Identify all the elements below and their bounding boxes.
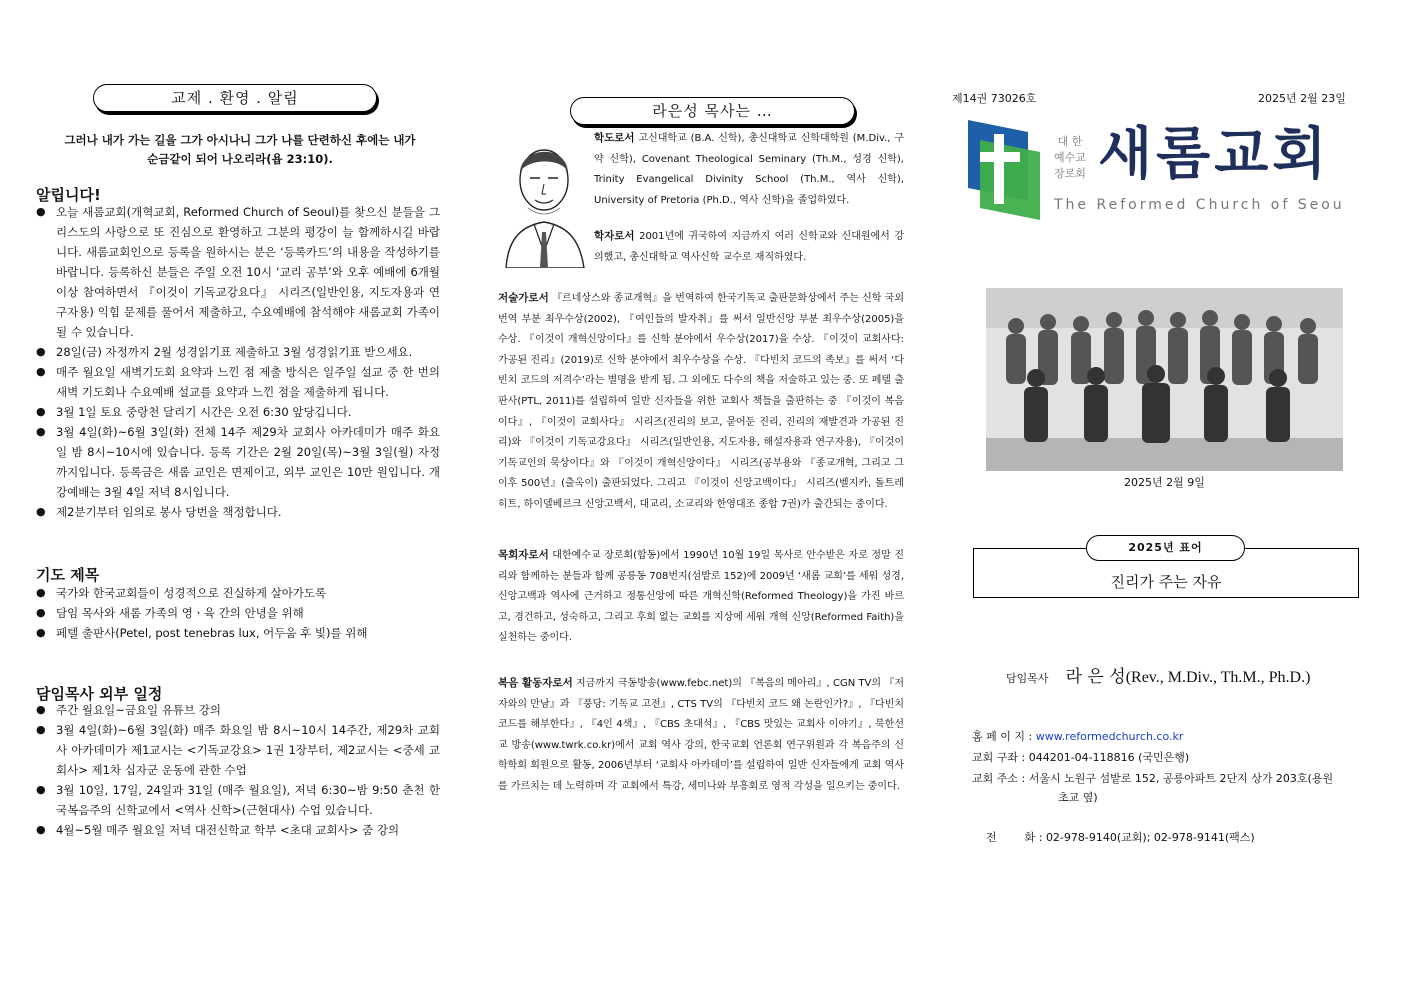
issue-date: 2025년 2월 23일 <box>1258 92 1346 105</box>
photo-caption: 2025년 2월 9일 <box>1124 476 1205 489</box>
account-value: 044201-04-118816 (국민은행) <box>1028 751 1190 764</box>
list-item: ● 3월 4일(화)~6월 3일(화) 매주 화요일 밤 8시~10시 14주간, 제29차 교회사 아카데미가 제1교시는 <기독교강요> 1권 1장부터, 제2교시는 <중세 교회사> 제1차 십자군 운동에 관한 수업 <box>36 720 440 780</box>
volume-number: 제14권 73026호 <box>952 92 1037 105</box>
schedule-list <box>36 700 440 840</box>
bio-text: 지금까지 극동방송(www.febc.net)의 『복음의 메아리』, CGN TV의 『저자와의 만남』과 『풍당: 기독교 고전』, CTS TV의 『다빈치 코드 왜 논란인가?』, 『다빈치 코드를 해부한다』, 『4인 4색』, 『CBS 초대석』, 『CBS 맛있는 교회사 이야기』, 북한선교 방송(www.twrk.co.kr)에서 교회 역사 강의, 한국교회 언론회 연구위원과 각 복음주의 신학학회 회원으로 활동, 2006년부터 ‘교회사 아카데미’를 설립하여 일반 신자들에게 교회 역사를 가르치는 데 노력하며 각 교회에서 특강, 세미나와 부흥회로 영적 각성을 일으키는 중이다. <box>498 678 905 792</box>
homepage-label: 홈 페 이 지 : <box>972 730 1036 743</box>
list-item: ● 4월~5월 매주 월요일 저녁 대전신학교 학부 <초대 교회사> 줌 강의 <box>36 820 440 840</box>
pastor-role: 담임목사 <box>1006 672 1049 685</box>
homepage-link[interactable]: www.reformedchurch.co.kr <box>1035 730 1184 743</box>
bio-label: 학자로서 <box>594 230 635 242</box>
bio-scholar <box>594 128 904 211</box>
motto-text: 진리가 주는 자유 <box>1110 573 1222 591</box>
middle-header-pill <box>570 97 855 125</box>
list-item: ● 28일(금) 자정까지 2월 성경읽기표 제출하고 3월 성경읽기표 받으세요. <box>36 342 440 362</box>
middle-header-title: 라은성 목사는 … <box>652 102 773 120</box>
cross-logo-icon <box>968 120 1040 220</box>
list-item: ● 페텔 출판사(Petel, post tenebras lux, 어두움 후 빛)를 위해 <box>36 623 440 643</box>
bio-label: 학도로서 <box>594 132 635 144</box>
left-header-pill <box>93 84 377 112</box>
church-name: 새롬교회 <box>1098 122 1331 187</box>
pastor-name: 라 은 성 <box>1065 667 1126 687</box>
list-item: ● 3월 1일 토요 중랑천 달리기 시간은 오전 6:30 앞당깁니다. <box>36 402 440 422</box>
list-item: ● 오늘 새롬교회(개혁교회, Reformed Church of Seoul)를 찾으신 분들을 그리스도의 사랑으로 또 진심으로 환영하고 그분의 평강이 늘 함께하시길 바랍니다. 새롬교회인으로 등록을 원하시는 분은 ‘등록카드’의 내용을 작성하기를 바랍니다. 등록하신 분들은 주일 오전 10시 ‘교리 공부’와 오후 예배에 6개월 이상 참여하면서 『이것이 기독교강요다』 시리즈(일반인용, 지도자용과 연구자용) 익힘 문제를 풀어서 제출하고, 수요예배에 참석해야 새롬교회 가족이 될 수 있습니다. <box>36 202 440 342</box>
bio-label: 목회자로서 <box>498 549 549 561</box>
congregation-photo <box>986 288 1343 471</box>
address-row-cont: 초교 옆) <box>1058 791 1098 804</box>
bio-text: 2001년에 귀국하여 지금까지 여러 신학교와 신대원에서 강의했고, 총신대학교 역사신학 교수로 재직하였다. <box>594 231 904 263</box>
church-name-en: The Reformed Church of Seou <box>1054 197 1345 213</box>
bio-evangelist <box>498 673 904 798</box>
schedule-title: 담임목사 외부 일정 <box>36 685 163 703</box>
group-photo-image <box>986 288 1343 471</box>
bible-verse: 그러나 내가 가는 길을 그가 아시나니 그가 나를 단련하신 후에는 내가 순금같이 되어 나오리라(욥 23:10). <box>64 133 416 166</box>
bio-pastor <box>498 545 904 649</box>
account-label: 교회 구좌 : <box>972 751 1029 764</box>
list-item: ● 3월 10일, 17일, 24일과 31일 (매주 월요일), 저녁 6:30~밤 9:50 춘천 한국복음주의 신학교에서 <역사 신학>(근현대사) 수업 있습니다. <box>36 780 440 820</box>
list-item: ● 담임 목사와 새롬 가족의 영ㆍ육 간의 안녕을 위해 <box>36 603 440 623</box>
account-row <box>972 748 1372 767</box>
phone-label: 전 화 : <box>986 831 1046 844</box>
bio-label: 복음 활동자로서 <box>498 677 573 689</box>
list-item: ● 3월 4일(화)~6월 3일(화) 전체 14주 제29차 교회사 아카데미가 매주 화요일 밤 8시~10시에 있습니다. 등록 기간은 2월 20일(목)~3월 3일(월) 자정까지입니다. 등록금은 새롬 교인은 면제이고, 외부 교인은 10만 원입니다. 개강예배는 3월 4일 저녁 8시입니다. <box>36 422 440 502</box>
contact-info <box>972 727 1372 866</box>
list-item: ● 제2분기부터 임의로 봉사 당번을 책정합니다. <box>36 502 440 522</box>
prayer-title: 기도 제목 <box>36 566 100 584</box>
announce-list <box>36 202 440 522</box>
bio-author <box>498 288 904 516</box>
list-item: ● 국가와 한국교회들이 성경적으로 진실하게 살아가도록 <box>36 583 440 603</box>
list-item: ● 주간 월요일~금요일 유튜브 강의 <box>36 700 440 720</box>
phone-row <box>972 809 1372 866</box>
left-header-title: 교제 . 환영 . 알림 <box>171 89 299 107</box>
phone-value: 02-978-9140(교회); 02-978-9141(팩스) <box>1045 831 1255 844</box>
motto-label: 2025년 표어 <box>1128 541 1203 554</box>
pastor-portrait <box>498 128 590 268</box>
bio-text: 고신대학교 (B.A. 신학), 총신대학교 신학대학원 (M.Div., 구약 신학), Covenant Theological Seminary (Th.M., 성경 신학), Trinity Evangelical Divinity School (Th.M., 역사 신학), University of Pretoria (Ph.D., 역사 신학)을 졸업하였다. <box>594 133 904 206</box>
address-row <box>972 769 1372 788</box>
address-label: 교회 주소 : <box>972 772 1029 785</box>
church-logo <box>968 120 1040 220</box>
homepage-row <box>972 727 1372 746</box>
address-value: 서울시 노원구 섬밭로 152, 공릉아파트 2단지 상가 203호(용원 <box>1028 772 1334 785</box>
prayer-list <box>36 583 440 643</box>
announce-title: 알립니다! <box>36 186 101 204</box>
portrait-sketch <box>498 128 590 268</box>
pastor-line <box>1006 662 1310 687</box>
motto-label-pill <box>1086 535 1245 561</box>
pastor-degrees: (Rev., M.Div., Th.M., Ph.D.) <box>1125 669 1311 686</box>
bio-educator <box>594 226 904 268</box>
logo-denomination: 대 한 예수교 장로회 <box>1054 135 1086 180</box>
bio-label: 저술가로서 <box>498 292 549 304</box>
bio-text: 『르네상스와 종교개혁』을 번역하여 한국기독교 출판문화상에서 주는 신학 국외 번역 부분 최우수상(2002), 『여인들의 발자취』를 써서 일반신앙 부분 최우수상(2005)을 수상. 『이것이 개혁신앙이다』를 신학 분야에서 우수상(2017)을 수상. 『이것이 교회사다: 가공된 진리』(2019)로 신학 분야에서 최우수상을 수상. 『다빈치 코드의 족보』를 써서 ‘다빈치 코드의 저격수’라는 별명을 받게 됨. 그 외에도 다수의 책을 저술하고 있는 중. 또 페텔 출판사(PTL, 2011)를 설립하여 일반 신자들을 위한 교회사 책들을 출판하는 중 『이것이 복음이다』, 『이것이 교회사다』 시리즈(진리의 보고, 묻어둔 진리, 진리의 재발견과 가공된 진리)와 『이것이 기독교강요다』 시리즈(일반인용, 지도자용, 해설자용과 연구자용), 『이것이 기독교인의 묵상이다』와 『이것이 개혁신앙이다』 시리즈(공부용와 『종교개혁, 그리고 그 이후 500년』(출옥이) 출판되었다. 그리고 『이것이 신앙고백이다』 시리즈(벨지카, 돌트레히트, 하이델베르크 신앙고백서, 대교리, 소교리와 한영대조 종합 7권)가 출간되는 중이다. <box>498 293 904 510</box>
list-item: ● 매주 월요일 새벽기도회 요약과 느낀 점 제출 방식은 일주일 설교 중 한 번의 새벽 기도회나 수요예배 설교를 요약과 느낀 점을 제출하게 됩니다. <box>36 362 440 402</box>
bio-text: 대한예수교 장로회(합동)에서 1990년 10월 19일 목사로 안수받은 자로 정말 진리와 함께하는 분들과 함께 공릉동 708번지(섬밭로 152)에 2009년 ‘새롬 교회’를 세워 성경, 신앙고백과 역사에 근거하고 정통신앙에 따른 개혁신학(Reformed Theology)을 가진 바르고, 경건하고, 성숙하고, 그리고 후회 없는 교회를 지상에 세워 개혁 신앙(Reformed Faith)을 실천하는 중이다. <box>498 550 904 644</box>
